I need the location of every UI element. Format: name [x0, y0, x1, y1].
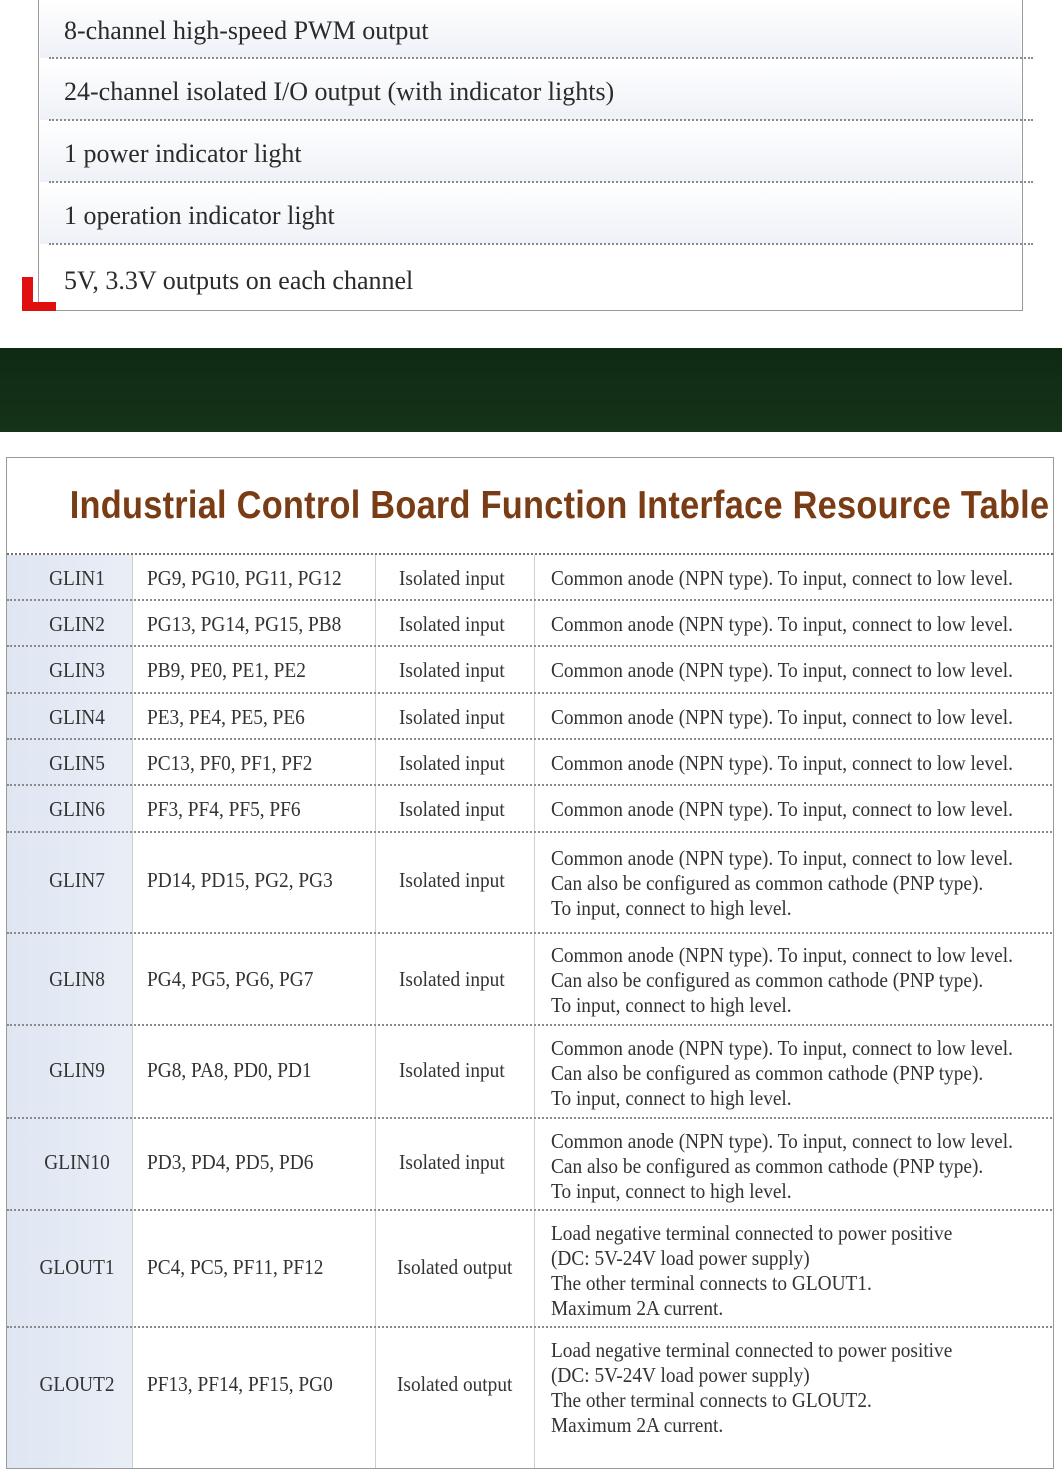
cell-pins: PE3, PE4, PE5, PE6	[147, 705, 305, 729]
cell-pins: PB9, PE0, PE1, PE2	[147, 658, 306, 682]
resource-table	[6, 457, 1054, 1469]
cell-name: GLOUT2	[39, 1372, 115, 1396]
table-title: Industrial Control Board Function Interface Resource Table	[69, 484, 1050, 527]
table-row	[7, 1328, 1054, 1469]
table-row	[7, 833, 1054, 934]
table-row	[7, 647, 1054, 694]
cell-pins: PF3, PF4, PF5, PF6	[147, 797, 301, 821]
cell-name: GLOUT1	[39, 1255, 115, 1279]
feature-list	[38, 0, 1023, 311]
cell-type: Isolated input	[399, 566, 505, 590]
feature-item	[39, 60, 1043, 122]
feature-item	[39, 122, 1043, 184]
cell-type: Isolated output	[397, 1372, 513, 1396]
cell-type: Isolated input	[399, 1058, 505, 1082]
cell-pins: PG4, PG5, PG6, PG7	[147, 967, 314, 991]
feature-item	[39, 184, 1043, 246]
cell-name: GLIN4	[49, 705, 105, 729]
cell-name: GLIN7	[49, 868, 105, 892]
cell-desc: Common anode (NPN type). To input, connect to low level.	[551, 566, 1013, 590]
table-row	[7, 1026, 1054, 1119]
cell-pins: PG13, PG14, PG15, PB8	[147, 612, 342, 636]
table-row	[7, 694, 1054, 740]
cell-type: Isolated input	[399, 658, 505, 682]
cell-desc: Common anode (NPN type). To input, connect to low level. Can also be configured as common cathode (PNP type). To input, connect to high level.	[551, 1036, 1013, 1110]
table-row	[7, 934, 1054, 1026]
table-row	[7, 786, 1054, 833]
cell-name: GLIN2	[49, 612, 105, 636]
cell-name: GLIN10	[44, 1150, 110, 1174]
cell-desc: Load negative terminal connected to power positive (DC: 5V-24V load power supply) The other terminal connects to GLOUT1. Maximum 2A current.	[551, 1221, 953, 1320]
cell-desc: Common anode (NPN type). To input, connect to low level. Can also be configured as common cathode (PNP type). To input, connect to high level.	[551, 943, 1013, 1017]
table-row	[7, 1119, 1054, 1211]
cell-type: Isolated input	[399, 967, 505, 991]
cell-pins: PF13, PF14, PF15, PG0	[147, 1372, 333, 1396]
cell-pins: PD14, PD15, PG2, PG3	[147, 868, 333, 892]
table-row	[7, 555, 1054, 601]
cell-type: Isolated input	[399, 1150, 505, 1174]
cell-pins: PC13, PF0, PF1, PF2	[147, 751, 313, 775]
cell-name: GLIN8	[49, 967, 105, 991]
feature-item	[39, 246, 1043, 310]
cell-type: Isolated input	[399, 797, 505, 821]
cell-name: GLIN6	[49, 797, 105, 821]
cell-desc: Common anode (NPN type). To input, connect to low level. Can also be configured as common cathode (PNP type). To input, connect to high level.	[551, 1129, 1013, 1203]
cell-name: GLIN3	[49, 658, 105, 682]
feature-item	[39, 0, 1043, 60]
feature-text: 5V, 3.3V outputs on each channel	[64, 266, 414, 295]
red-corner-mark	[22, 277, 56, 311]
cell-type: Isolated input	[399, 612, 505, 636]
cell-name: GLIN1	[49, 566, 105, 590]
cell-desc: Common anode (NPN type). To input, connect to low level. Can also be configured as common cathode (PNP type). To input, connect to high level.	[551, 846, 1013, 920]
cell-desc: Load negative terminal connected to power positive (DC: 5V-24V load power supply) The other terminal connects to GLOUT2. Maximum 2A current.	[551, 1338, 953, 1437]
cell-type: Isolated input	[399, 868, 505, 892]
cell-desc: Common anode (NPN type). To input, connect to low level.	[551, 658, 1013, 682]
section-divider-band	[0, 348, 1062, 432]
cell-desc: Common anode (NPN type). To input, connect to low level.	[551, 705, 1013, 729]
cell-type: Isolated input	[399, 705, 505, 729]
feature-text: 24-channel isolated I/O output (with indicator lights)	[64, 77, 615, 106]
cell-type: Isolated input	[399, 751, 505, 775]
cell-pins: PC4, PC5, PF11, PF12	[147, 1255, 324, 1279]
feature-text: 8-channel high-speed PWM output	[64, 16, 429, 45]
table-row	[7, 601, 1054, 647]
cell-desc: Common anode (NPN type). To input, connect to low level.	[551, 612, 1013, 636]
cell-pins: PG9, PG10, PG11, PG12	[147, 566, 342, 590]
table-row	[7, 740, 1054, 786]
feature-text: 1 power indicator light	[64, 139, 302, 168]
cell-name: GLIN9	[49, 1058, 105, 1082]
cell-desc: Common anode (NPN type). To input, connect to low level.	[551, 751, 1013, 775]
cell-pins: PG8, PA8, PD0, PD1	[147, 1058, 312, 1082]
cell-pins: PD3, PD4, PD5, PD6	[147, 1150, 314, 1174]
feature-text: 1 operation indicator light	[64, 201, 335, 230]
table-row	[7, 1211, 1054, 1328]
cell-desc: Common anode (NPN type). To input, connect to low level.	[551, 797, 1013, 821]
cell-type: Isolated output	[397, 1255, 513, 1279]
cell-name: GLIN5	[49, 751, 105, 775]
